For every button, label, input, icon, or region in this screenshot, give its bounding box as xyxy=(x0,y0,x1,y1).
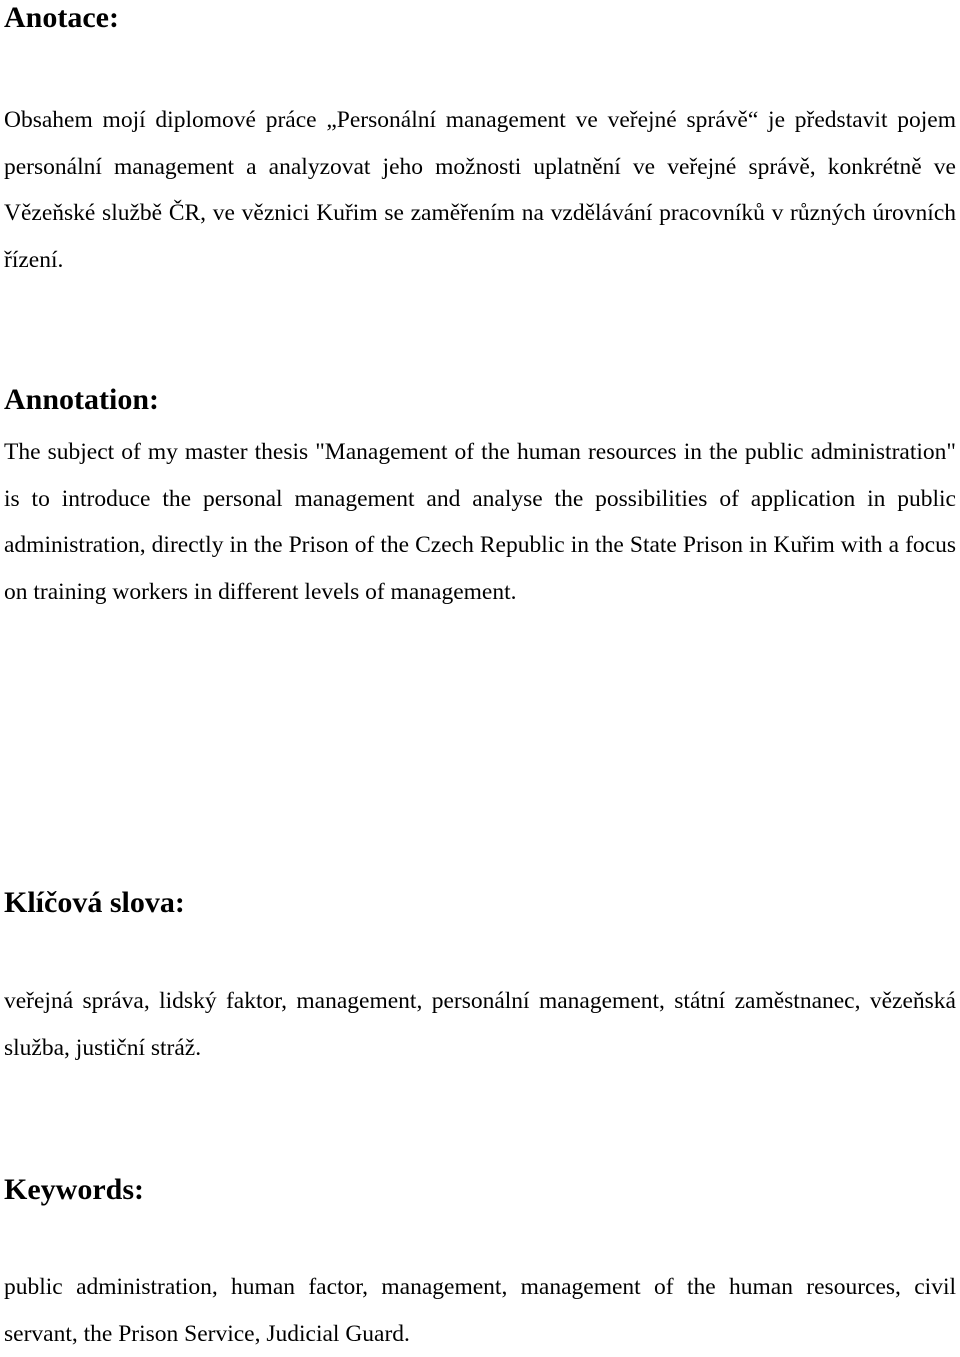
annotation-paragraph: The subject of my master thesis "Management of the human resources in the public administration" is to introduce the personal management and analyse the possibilities of application in public administration, directly in the Prison of the Czech Republic in the State Prison in Kuřim with a focus on training workers in different levels of management. xyxy=(4,439,956,605)
keywords-paragraph: public administration, human factor, management, management of the human resources, civil servant, the Prison Service, Judicial Guard. xyxy=(4,1274,956,1347)
klicova-slova-paragraph: veřejná správa, lidský faktor, management, personální management, státní zaměstnanec, vězeňská služba, justiční stráž. xyxy=(4,988,956,1061)
keywords-heading: Keywords: xyxy=(4,1173,144,1206)
anotace-paragraph: Obsahem mojí diplomové práce „Personální management ve veřejné správě“ je představit pojem personální management a analyzovat jeho možnosti uplatnění ve veřejné správě, konkrétně ve Vězeňské službě ČR, ve věznici Kuřim se zaměřením na vzdělávání pracovníků v různých úrovních řízení. xyxy=(4,107,956,273)
anotace-heading: Anotace: xyxy=(4,1,119,34)
annotation-heading: Annotation: xyxy=(4,383,160,416)
klicova-slova-heading: Klíčová slova: xyxy=(4,886,185,919)
